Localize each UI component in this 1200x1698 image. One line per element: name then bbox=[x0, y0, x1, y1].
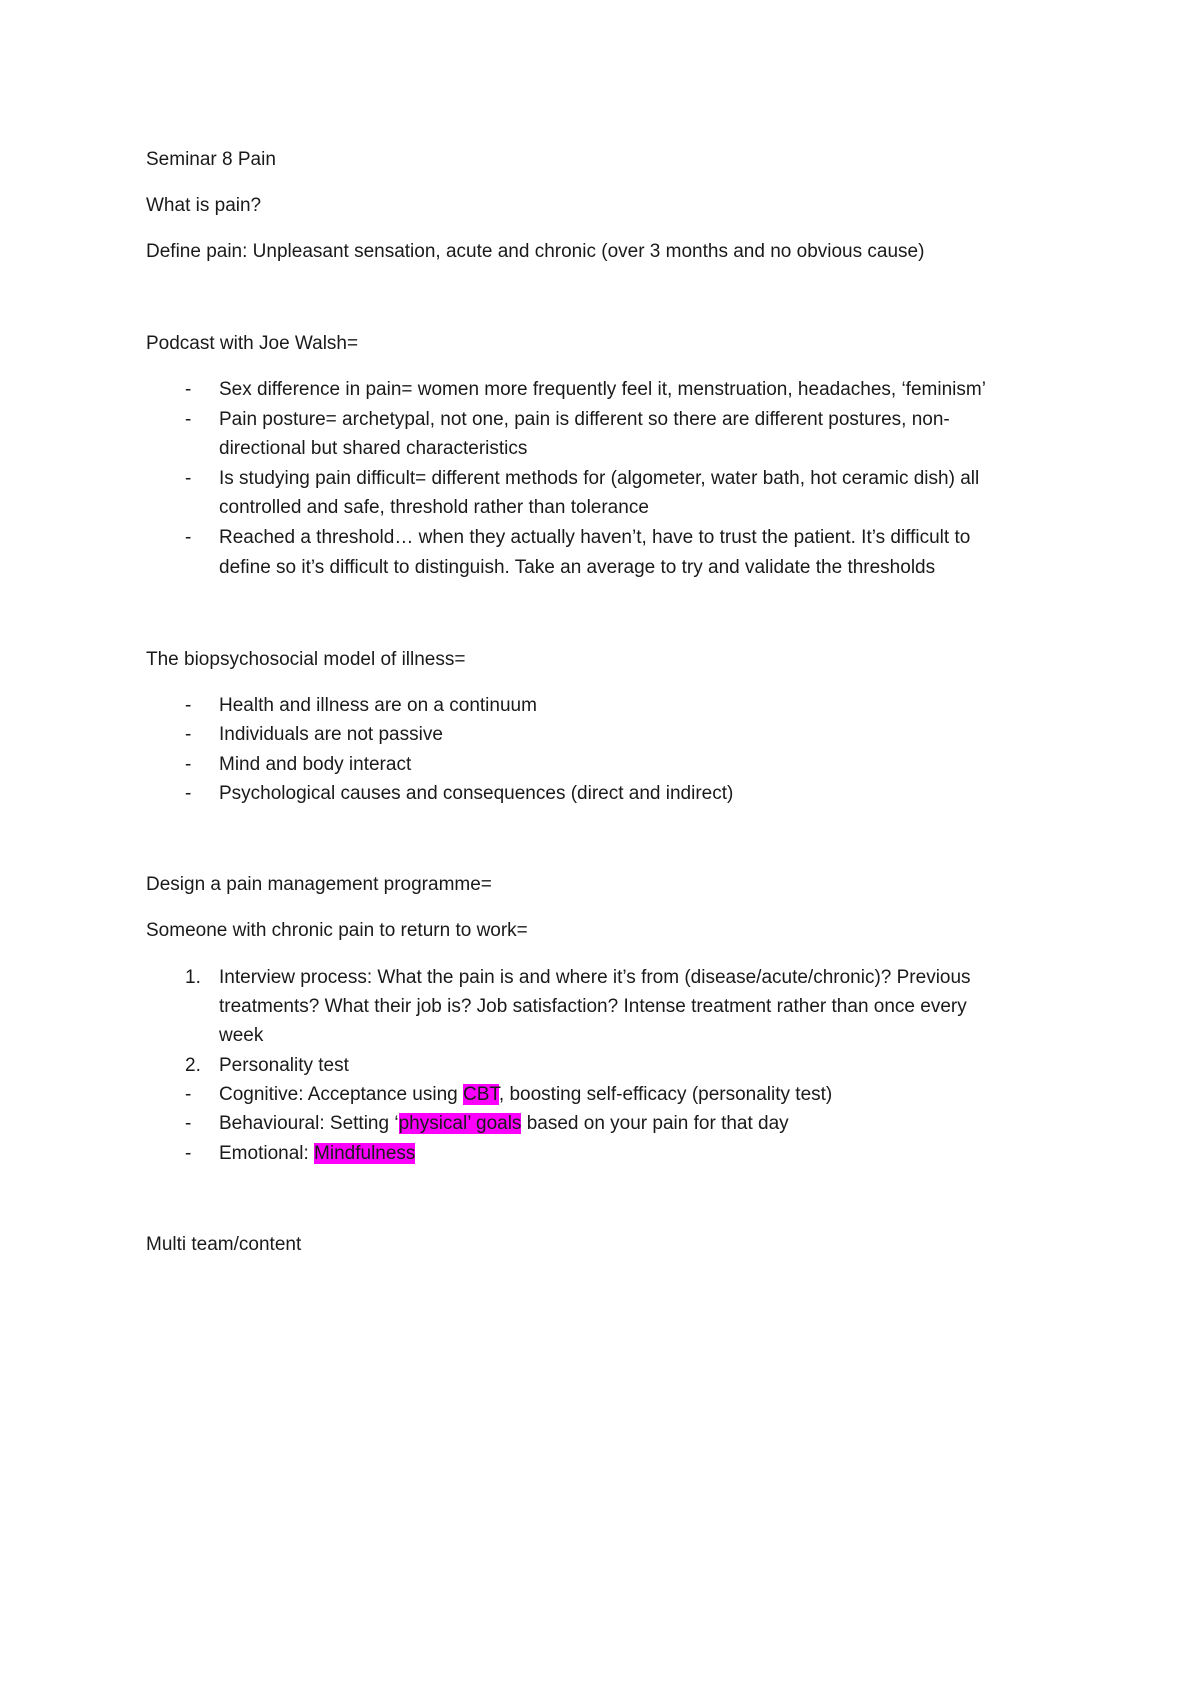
bullet-dash: - bbox=[185, 379, 192, 400]
question-line: What is pain? bbox=[146, 195, 262, 216]
programme-heading: Design a pain management programme= bbox=[146, 874, 492, 895]
bullet-dash: - bbox=[185, 783, 192, 804]
numbered-item-continuation: week bbox=[219, 1025, 264, 1046]
podcast-heading: Podcast with Joe Walsh= bbox=[146, 333, 359, 354]
highlight-mindfulness: Mindfulness bbox=[314, 1143, 416, 1164]
bullet-dash: - bbox=[185, 1113, 192, 1134]
list-item-continuation: controlled and safe, threshold rather than tolerance bbox=[219, 497, 649, 518]
list-item-text: Individuals are not passive bbox=[219, 724, 443, 745]
bullet-dash: - bbox=[185, 468, 192, 489]
cognitive-after: , boosting self-efficacy (personality test) bbox=[498, 1084, 833, 1105]
list-item-text bbox=[219, 1112, 789, 1136]
bullet-dash: - bbox=[185, 695, 192, 716]
highlight-physical-goals: physical’ goals bbox=[398, 1113, 522, 1134]
bullet-dash: - bbox=[185, 724, 192, 745]
cognitive-before: Cognitive: Acceptance using bbox=[219, 1084, 463, 1105]
bullet-dash: - bbox=[185, 1143, 192, 1164]
list-item-text: Health and illness are on a continuum bbox=[219, 695, 537, 716]
number-marker: 1. bbox=[185, 967, 201, 988]
emotional-before: Emotional: bbox=[219, 1143, 315, 1164]
list-item-text: Psychological causes and consequences (direct and indirect) bbox=[219, 783, 734, 804]
doc-title: Seminar 8 Pain bbox=[146, 149, 276, 170]
list-item-text: Mind and body interact bbox=[219, 754, 412, 775]
numbered-item-continuation: treatments? What their job is? Job satisfaction? Intense treatment rather than once every bbox=[219, 996, 967, 1017]
bullet-dash: - bbox=[185, 1084, 192, 1105]
list-item-text: Sex difference in pain= women more frequently feel it, menstruation, headaches, ‘feminism’ bbox=[219, 379, 986, 400]
behavioural-after: based on your pain for that day bbox=[521, 1113, 789, 1134]
programme-subheading: Someone with chronic pain to return to work= bbox=[146, 920, 528, 941]
bullet-dash: - bbox=[185, 409, 192, 430]
bullet-dash: - bbox=[185, 754, 192, 775]
behavioural-before: Behavioural: Setting ‘ bbox=[219, 1113, 399, 1134]
list-item-text bbox=[219, 1142, 415, 1166]
list-item-text: Reached a threshold… when they actually haven’t, have to trust the patient. It’s difficult to bbox=[219, 527, 971, 548]
define-line: Define pain: Unpleasant sensation, acute and chronic (over 3 months and no obvious cause) bbox=[146, 241, 925, 262]
list-item-continuation: directional but shared characteristics bbox=[219, 438, 528, 459]
bullet-dash: - bbox=[185, 527, 192, 548]
multi-line: Multi team/content bbox=[146, 1234, 302, 1255]
list-item-text: Is studying pain difficult= different methods for (algometer, water bath, hot ceramic dish) all bbox=[219, 468, 980, 489]
biopsychosocial-heading: The biopsychosocial model of illness= bbox=[146, 649, 466, 670]
number-marker: 2. bbox=[185, 1055, 201, 1076]
highlight-cbt: CBT bbox=[463, 1084, 499, 1105]
list-item-text bbox=[219, 1083, 832, 1107]
numbered-item-text: Personality test bbox=[219, 1055, 349, 1076]
numbered-item-text: Interview process: What the pain is and where it’s from (disease/acute/chronic)? Previous bbox=[219, 967, 971, 988]
list-item-text: Pain posture= archetypal, not one, pain is different so there are different postures, non- bbox=[219, 409, 950, 430]
list-item-continuation: define so it’s difficult to distinguish. Take an average to try and validate the thresholds bbox=[219, 557, 936, 578]
